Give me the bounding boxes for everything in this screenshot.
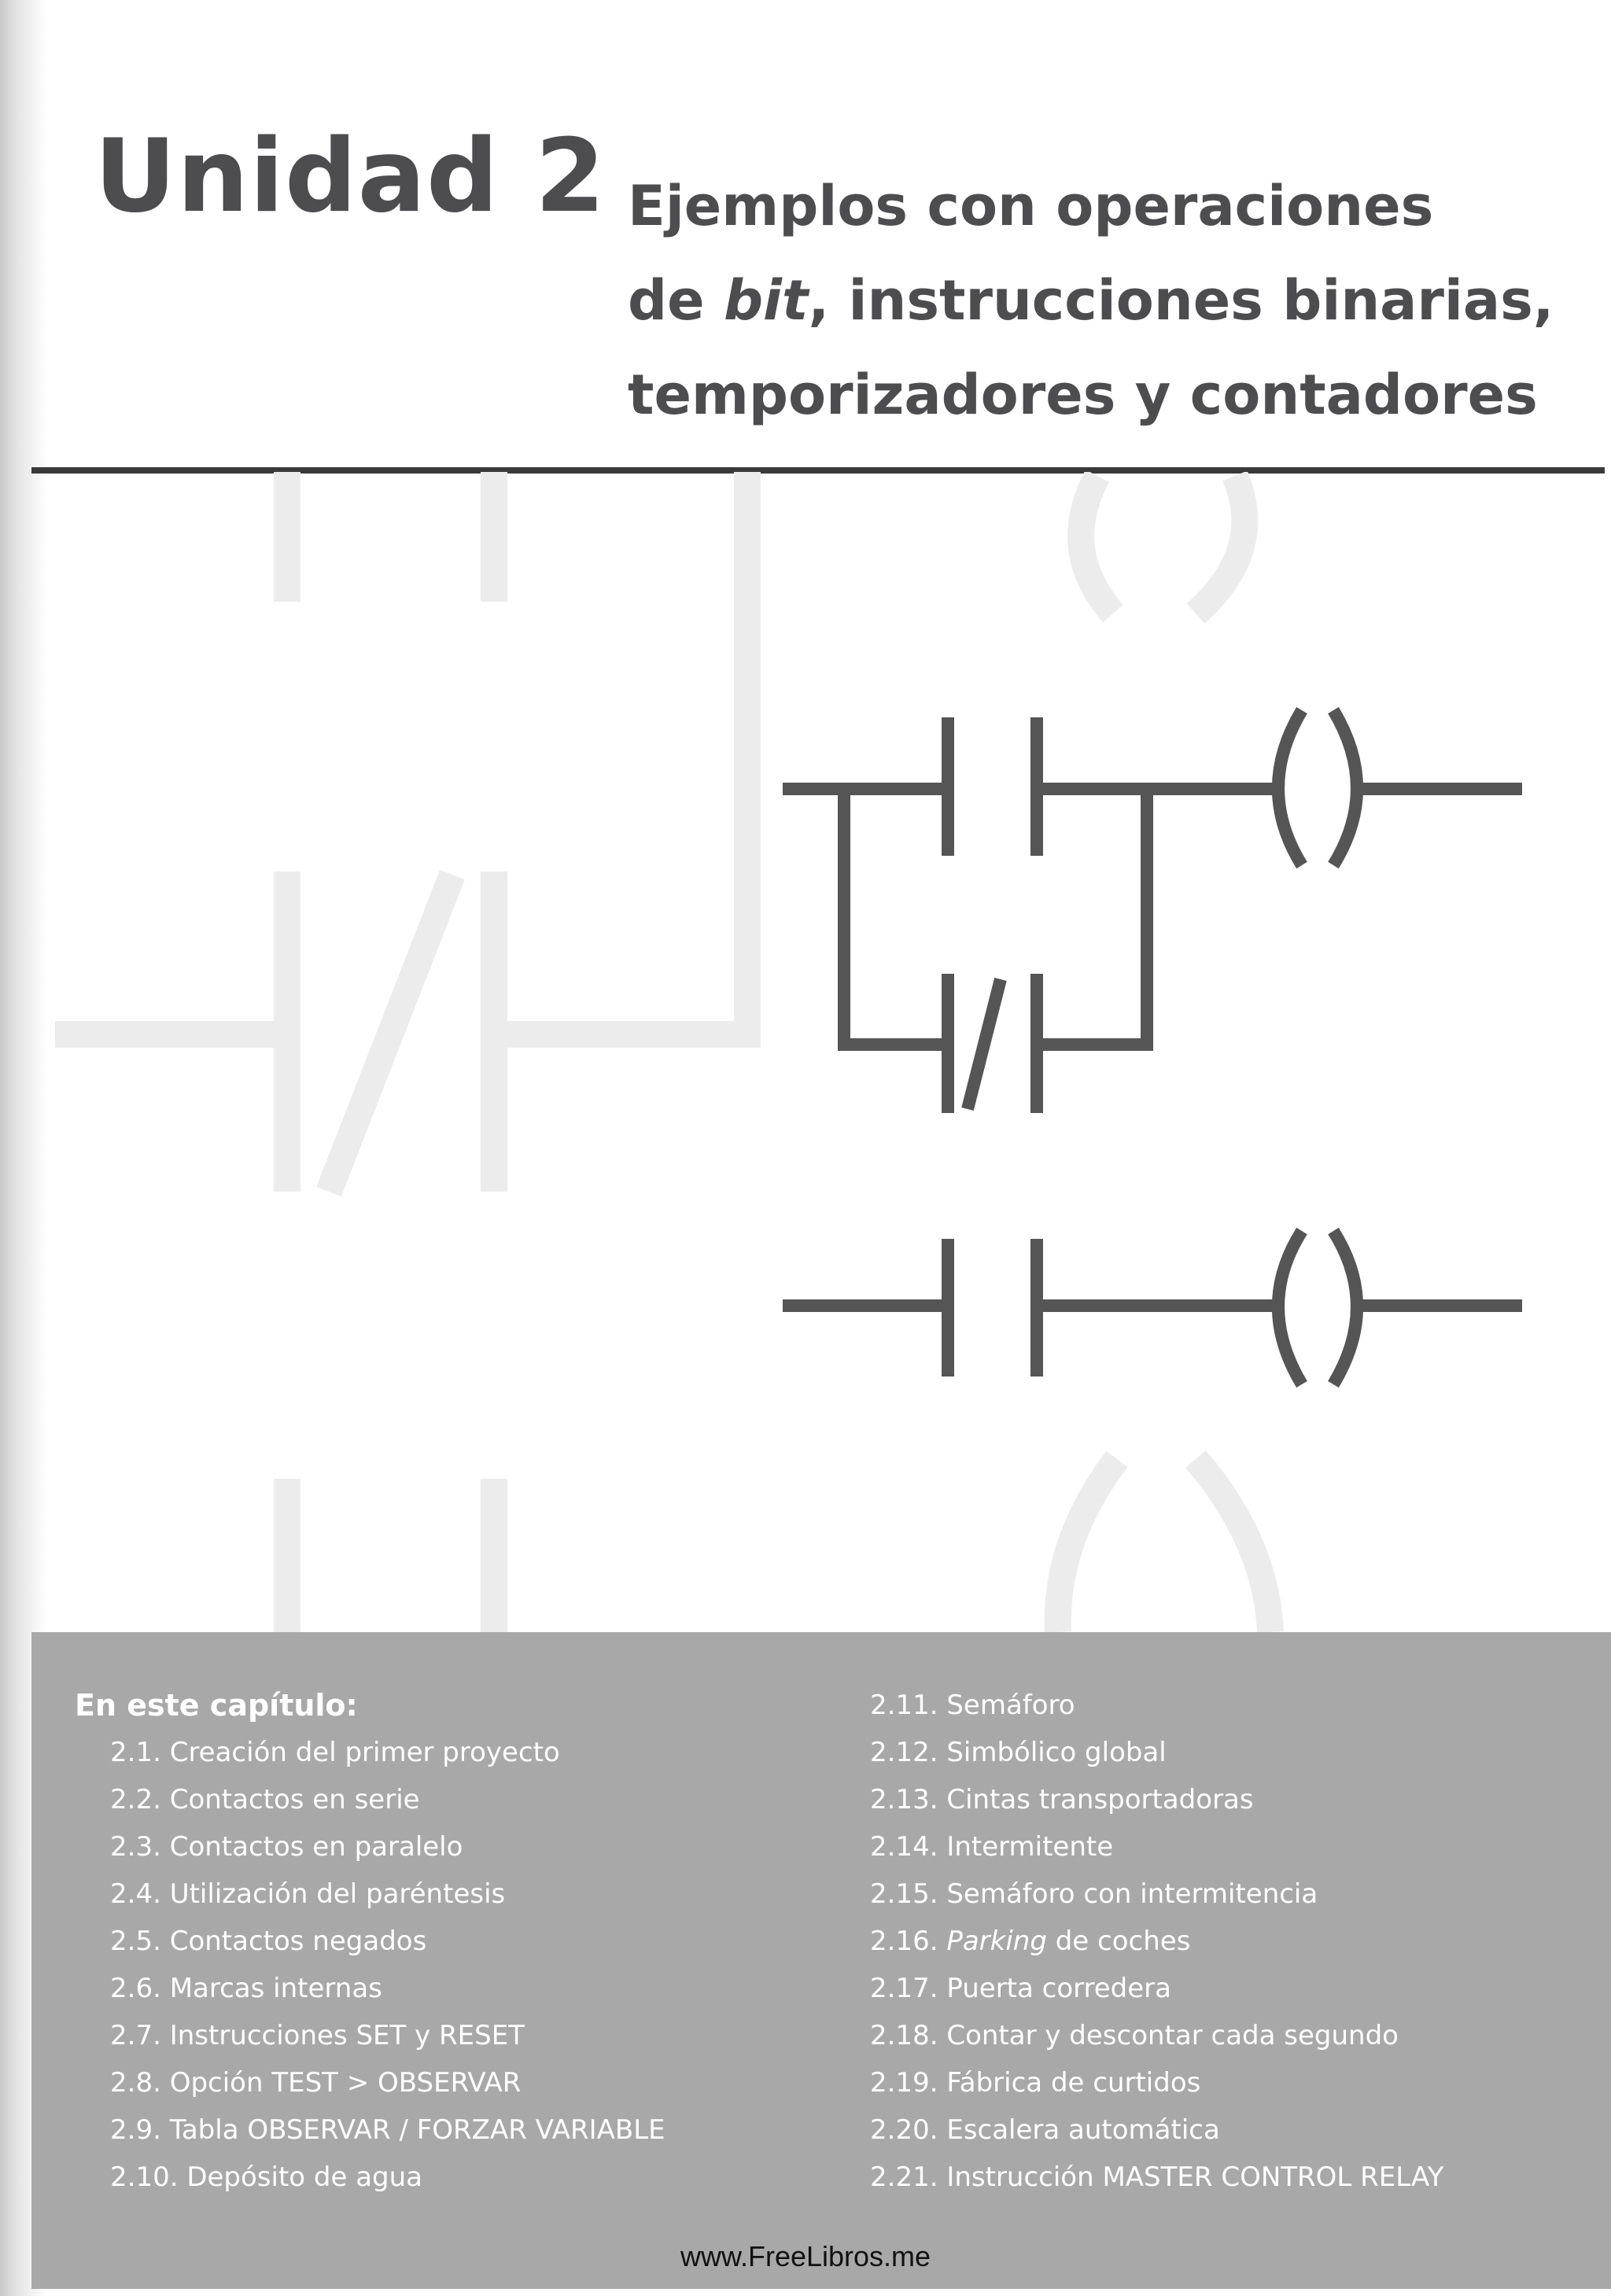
unit-title-line-3: temporizadores y contadores [628,363,1538,427]
footer-website-link[interactable]: www.FreeLibros.me [680,2240,931,2272]
coil-left-arc [1278,1231,1302,1384]
unit-title-line-2-pre: de [628,268,724,333]
toc-item: 2.7. Instrucciones SET y RESET [110,2020,525,2051]
ghost-coil-arc [1058,1459,1117,1632]
parallel-branch-left [844,789,948,1045]
ghost-negation-slash [329,875,452,1192]
toc-item: 2.19. Fábrica de curtidos [870,2067,1201,2099]
unit-title-line-2 [628,253,1554,348]
unit-header [94,118,1589,433]
parallel-branch-right [1037,789,1147,1045]
toc-item: 2.2. Contactos en serie [110,1784,420,1815]
ghost-rail [507,472,747,1034]
toc-item: 2.12. Simbólico global [870,1737,1167,1768]
toc-item: 2.5. Contactos negados [110,1926,427,1957]
toc-item: 2.10. Depósito de agua [110,2161,423,2193]
toc-item: 2.14. Intermitente [870,1831,1114,1863]
toc-item: 2.9. Tabla OBSERVAR / FORZAR VARIABLE [110,2114,665,2146]
coil-right-arc [1333,710,1357,865]
chapter-heading: En este capítulo: [75,1688,358,1723]
unit-label: Unidad 2 [94,118,606,235]
unit-title [628,159,1554,442]
toc-column-right [870,1682,1443,2201]
coil-left-arc [1278,710,1302,865]
toc-item: 2.15. Semáforo con intermitencia [870,1878,1318,1910]
unit-title-line-2-italic: bit [723,268,809,333]
toc-item: 2.17. Puerta corredera [870,1973,1171,2004]
toc-item: 2.18. Contar y descontar cada segundo [870,2020,1399,2051]
toc-item: 2.6. Marcas internas [110,1973,382,2004]
ladder-network-1 [783,710,1522,1113]
toc-column-left [110,1729,665,2201]
toc-item: 2.11. Semáforo [870,1690,1075,1721]
ladder-diagram-illustration [0,472,1611,1636]
toc-item: 2.3. Contactos en paralelo [110,1831,463,1863]
toc-item: 2.1. Creación del primer proyecto [110,1737,560,1768]
toc-item: 2.16. Parking de coches [870,1926,1191,1957]
ghost-coil-arc [1196,1459,1270,1632]
negated-contact-slash [968,979,1001,1109]
toc-item: 2.13. Cintas transportadoras [870,1784,1254,1815]
toc-item: 2.20. Escalera automática [870,2114,1220,2146]
toc-item: 2.21. Instrucción MASTER CONTROL RELAY [870,2161,1444,2193]
ghost-coil-arc [1196,476,1244,614]
toc-item: 2.4. Utilización del paréntesis [110,1878,506,1910]
background-ladder-watermark [55,472,1270,1632]
unit-title-line-1: Ejemplos con operaciones [628,174,1434,238]
ghost-coil-arc [1081,476,1113,614]
coil-right-arc [1333,1231,1357,1384]
unit-title-line-2-post: , instrucciones binarias, [808,268,1554,333]
toc-item: 2.8. Opción TEST > OBSERVAR [110,2067,522,2099]
ladder-network-2 [783,1231,1522,1384]
